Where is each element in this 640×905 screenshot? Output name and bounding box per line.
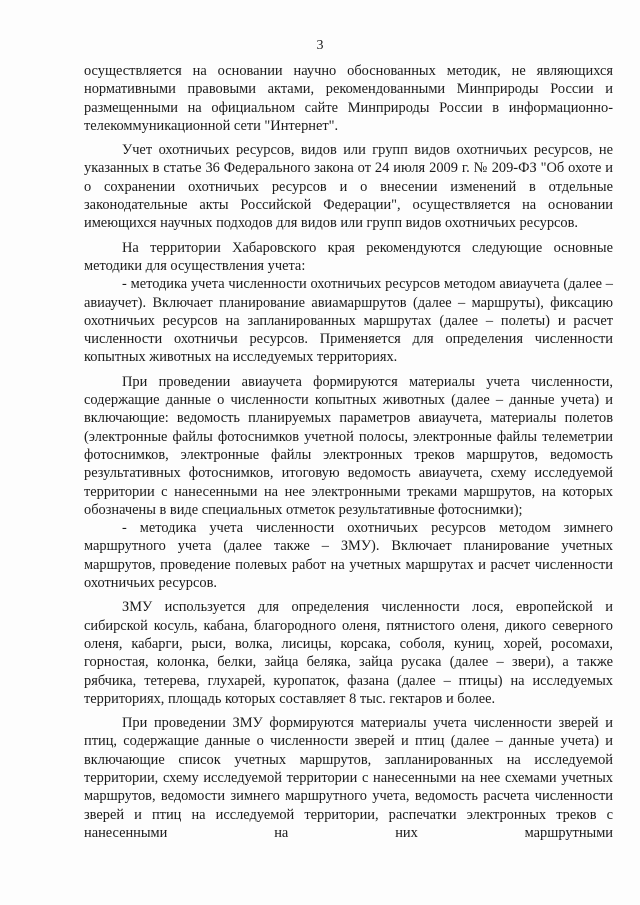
list-item: - методика учета численности охотничьих ресурсов методом авиаучета (далее – авиаучет). Включает планирование авиамаршрутов (далее – маршруты), фиксацию охотничьих ресурсов на запланированных маршрутах (далее – полеты) и расчет численности охотничьи ресурсов. Применяется для определения численности копытных животных на исследуемых территориях. bbox=[84, 276, 613, 366]
paragraph: На территории Хабаровского края рекомендуются следующие основные методики для осуществления учета: bbox=[84, 239, 613, 274]
list-item: - методика учета численности охотничьих ресурсов методом зимнего маршрутного учета (далее также – ЗМУ). Включает планирование учетных маршрутов, проведение полевых работ на учетных маршрутах и расчет численности охотничьих ресурсов. bbox=[84, 520, 613, 592]
paragraph: При проведении ЗМУ формируются материалы учета численности зверей и птиц, содержащие данные о численности зверей и птиц (далее – данные учета) и включающие список учетных маршрутов, запланированных на исследуемой территории, схему исследуемой территории с нанесенными на нее схемами учетных маршрутов, ведомости зимнего маршрутного учета, ведомость расчета численности зверей и птиц на исследуемой территории, распечатки электронных треков с нанесенными на них маршрутными bbox=[84, 715, 613, 841]
page-number: 3 bbox=[316, 38, 324, 53]
paragraph: Учет охотничьих ресурсов, видов или групп видов охотничьих ресурсов, не указанных в статье 36 Федерального закона от 24 июля 2009 г. № 209-ФЗ "Об охоте и о сохранении охотничьих ресурсов и о внесении изменений в отдельные законодательные акты Российской Федерации", осуществляется на основании имеющихся научных подходов для видов или групп видов охотничьих ресурсов. bbox=[84, 142, 613, 232]
document-body bbox=[84, 62, 613, 842]
paragraph: ЗМУ используется для определения численности лося, европейской и сибирской косуль, кабана, благородного оленя, пятнистого оленя, дикого северного оленя, кабарги, рыси, волка, лисицы, корсака, соболя, куниц, хорей, росомахи, горностая, колонка, белки, зайца беляка, зайца русака (далее – звери), а также рябчика, тетерева, глухарей, куропаток, фазана (далее – птицы) на исследуемых территориях, площадь которых составляет 8 тыс. гектаров и более. bbox=[84, 599, 613, 707]
paragraph: осуществляется на основании научно обоснованных методик, не являющихся нормативными правовыми актами, рекомендованными Минприроды России и размещенными на официальном сайте Минприроды России в информационно-телекоммуникационной сети "Интернет". bbox=[84, 63, 613, 134]
paragraph: При проведении авиаучета формируются материалы учета численности, содержащие данные о численности копытных животных (далее – данные учета) и включающие: ведомость планируемых параметров авиаучета, материалы полетов (электронные файлы фотоснимков учетной полосы, электронные файлы телеметрии фотоснимков, электронные файлы электронных треков маршрутов, ведомость результативных фотоснимков, итоговую ведомость авиаучета, схему исследуемой территории с нанесенными на нее электронными треками маршрутов, на которых обозначены в виде специальных отметок результативные фотоснимки); bbox=[84, 373, 613, 518]
